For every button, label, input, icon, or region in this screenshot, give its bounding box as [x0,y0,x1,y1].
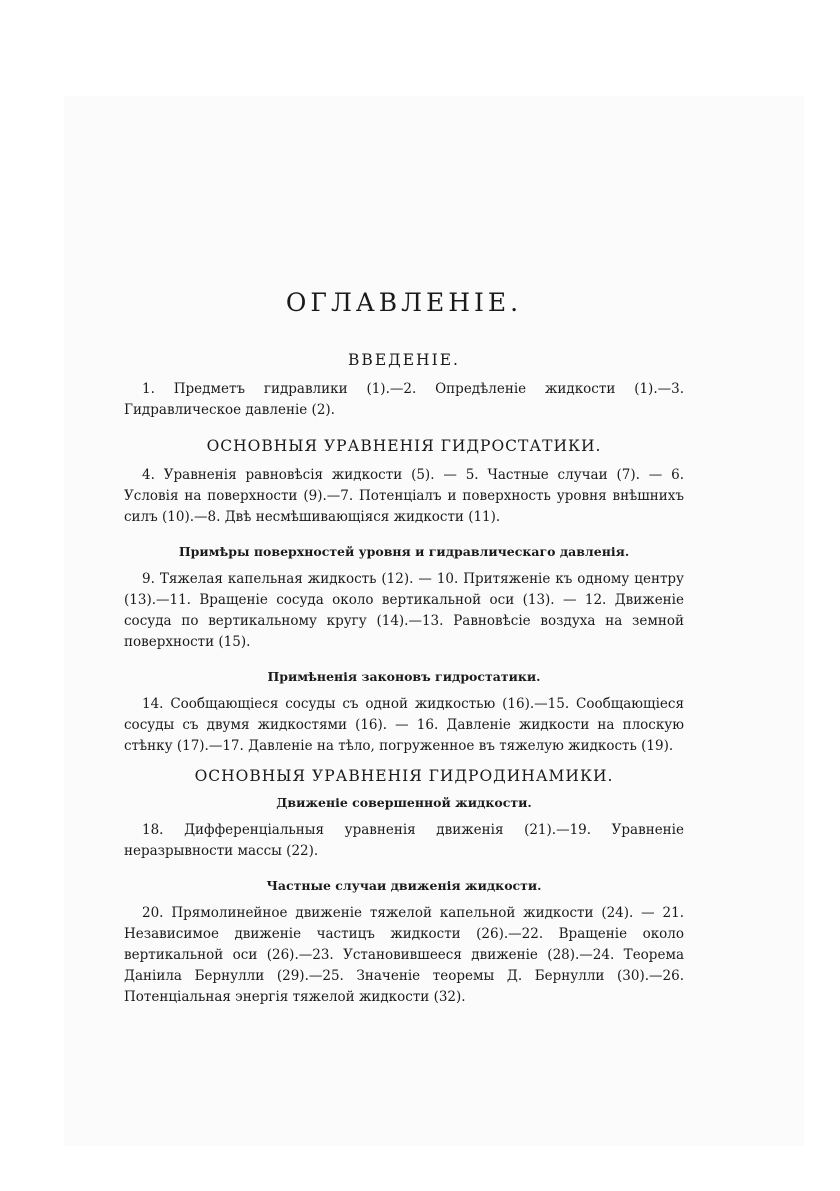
subsection-heading-perfect-fluid: Движеніе совершенной жидкости. [276,795,532,810]
subsection-heading-applications: Примѣненія законовъ гидростатики. [267,669,541,684]
section-heading-hydrodynamics: ОСНОВНЫЯ УРАВНЕНІЯ ГИДРОДИНАМИКИ. [194,767,614,785]
section-entries-hydrostatics: 4. Уравненія равновѣсія жидкости (5). — 5. Частные случаи (7). — 6. Условія на поверхности (9).—7. Потенціалъ и поверхность уровня внѣшнихъ силъ (10).—8. Двѣ несмѣшивающіяся жидкости (11). [124,467,684,525]
section-entries-level-surfaces: 9. Тяжелая капельная жидкость (12). — 10. Притяженіе къ одному центру (13).—11. Вращеніе сосуда около вертикальной оси (13). — 12. Движеніе сосуда по вертикальному кругу (14).—13. Равновѣсіе воздуха на земной поверхности (15). [124,571,684,650]
section-entries-special-cases: 20. Прямолинейное движеніе тяжелой капельной жидкости (24). — 21. Независимое движеніе частицъ жидкости (26).—22. Вращеніе около вертикальной оси (26).—23. Установившееся движеніе (28).—24. Теорема Даніила Бернулли (29).—25. Значеніе теоремы Д. Бернулли (30).—26. Потенціальная энергія тяжелой жидкости (32). [124,905,684,1005]
section-heading-introduction: ВВЕДЕНІЕ. [348,351,460,369]
section-heading-hydrostatics: ОСНОВНЫЯ УРАВНЕНІЯ ГИДРОСТАТИКИ. [206,437,602,455]
table-of-contents [124,288,684,1024]
subsection-heading-special-cases: Частные случаи движенія жидкости. [266,878,542,893]
section-entries-perfect-fluid: 18. Дифференціальныя уравненія движенія (21).—19. Уравненіе неразрывности массы (22). [124,822,684,859]
page-title: ОГЛАВЛЕНІЕ. [285,288,523,317]
subsection-heading-level-surfaces: Примѣры поверхностей уровня и гидравлическаго давленія. [178,544,630,559]
section-entries-introduction: 1. Предметъ гидравлики (1).—2. Опредѣленіе жидкости (1).—3. Гидравлическое давленіе (2). [124,381,684,418]
section-entries-applications: 14. Сообщающіеся сосуды съ одной жидкостью (16).—15. Сообщающіеся сосуды съ двумя жидкостями (16). — 16. Давленіе жидкости на плоскую стѣнку (17).—17. Давленіе на тѣло, погруженное въ тяжелую жидкость (19). [124,696,684,754]
